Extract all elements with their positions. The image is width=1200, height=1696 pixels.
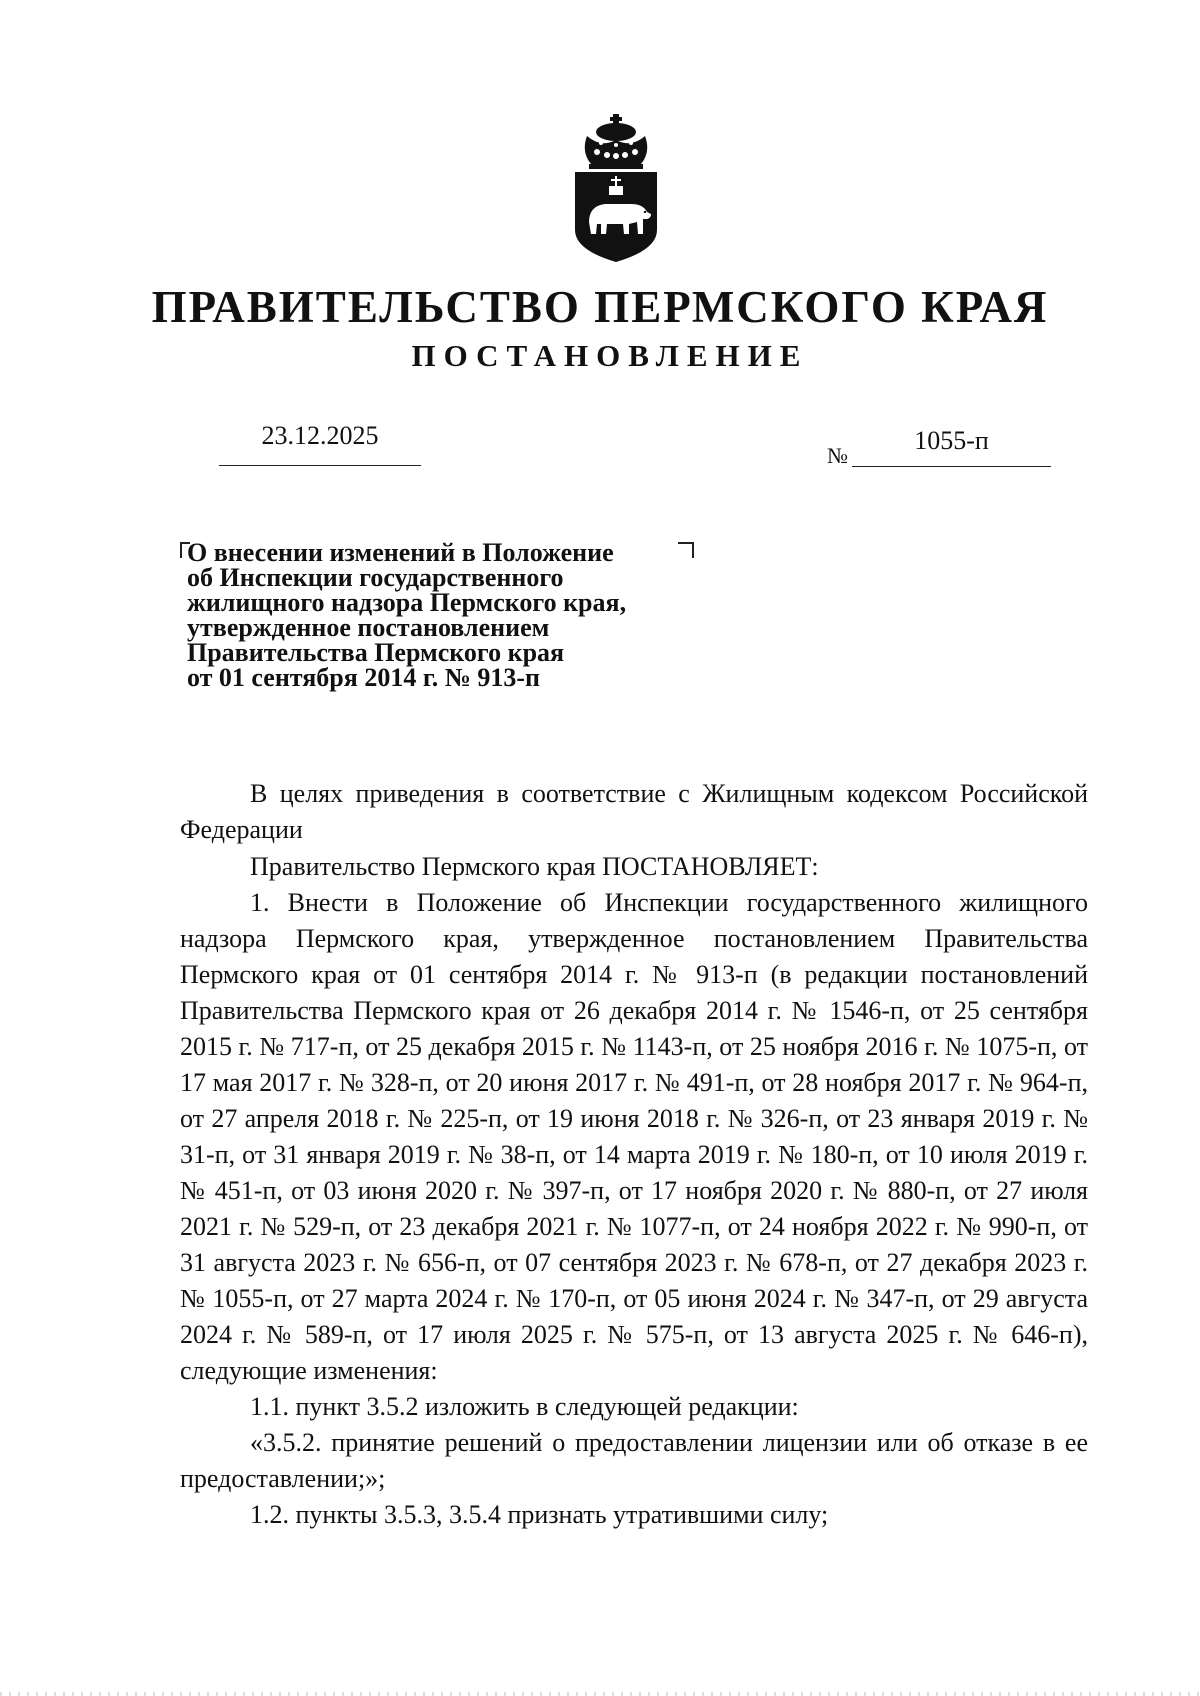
government-title: ПРАВИТЕЛЬСТВО ПЕРМСКОГО КРАЯ xyxy=(151,282,1049,332)
number-underline xyxy=(852,466,1051,467)
subject-line: об Инспекции государственного xyxy=(187,563,564,592)
document-date: 23.12.2025 xyxy=(261,421,379,450)
subject-line: утвержденное постановлением xyxy=(187,613,550,642)
perm-krai-coat-of-arms-icon xyxy=(571,112,661,264)
subject-line: Правительства Пермского края xyxy=(187,638,565,667)
document-body xyxy=(180,776,1088,1533)
subject-line: О внесении изменений в Положение xyxy=(187,538,614,567)
body-paragraph: «3.5.2. принятие решений о предоставлении лицензии или об отказе в ее предоставлении;»; xyxy=(180,1428,1088,1493)
body-paragraph: Правительство Пермского края ПОСТАНОВЛЯЕТ: xyxy=(250,852,819,881)
document-number: 1055-п xyxy=(914,426,989,455)
document-type: ПОСТАНОВЛЕНИЕ xyxy=(411,338,809,373)
body-paragraph: 1.2. пункты 3.5.3, 3.5.4 признать утратившими силу; xyxy=(250,1500,829,1529)
subject-line: жилищного надзора Пермского края, xyxy=(187,588,627,617)
document-subject xyxy=(187,540,707,690)
subject-line: от 01 сентября 2014 г. № 913-п xyxy=(187,663,540,692)
scan-edge xyxy=(0,1692,1200,1696)
date-underline xyxy=(219,465,421,466)
body-paragraph: 1. Внести в Положение об Инспекции государственного жилищного надзора Пермского края, утвержденное постановлением Правительства Пермского края от 01 сентября 2014 г. № 913-п (в редакции постановлений Правительства Пермского края от 26 декабря 2014 г. № 1546-п, от 25 сентября 2015 г. № 717-п, от 25 декабря 2015 г. № 1143-п, от 25 ноября 2016 г. № 1075-п, от 17 мая 2017 г. № 328-п, от 20 июня 2017 г. № 491-п, от 28 ноября 2017 г. № 964-п, от 27 апреля 2018 г. № 225-п, от 19 июня 2018 г. № 326-п, от 23 января 2019 г. № 31-п, от 31 января 2019 г. № 38-п, от 14 марта 2019 г. № 180-п, от 10 июля 2019 г. № 451-п, от 03 июня 2020 г. № 397-п, от 17 ноября 2020 г. № 880-п, от 27 июля 2021 г. № 529-п, от 23 декабря 2021 г. № 1077-п, от 24 ноября 2022 г. № 990-п, от 31 августа 2023 г. № 656-п, от 07 сентября 2023 г. № 678-п, от 27 декабря 2023 г. № 1055-п, от 27 марта 2024 г. № 170-п, от 05 июня 2024 г. № 347-п, от 29 августа 2024 г. № 589-п, от 17 июля 2025 г. № 575-п, от 13 августа 2025 г. № 646-п), следующие изменения: xyxy=(180,888,1088,1385)
body-paragraph: В целях приведения в соответствие с Жилищным кодексом Российской Федерации xyxy=(180,779,1088,844)
body-paragraph: 1.1. пункт 3.5.2 изложить в следующей редакции: xyxy=(250,1392,799,1421)
number-sign: № xyxy=(827,443,848,468)
